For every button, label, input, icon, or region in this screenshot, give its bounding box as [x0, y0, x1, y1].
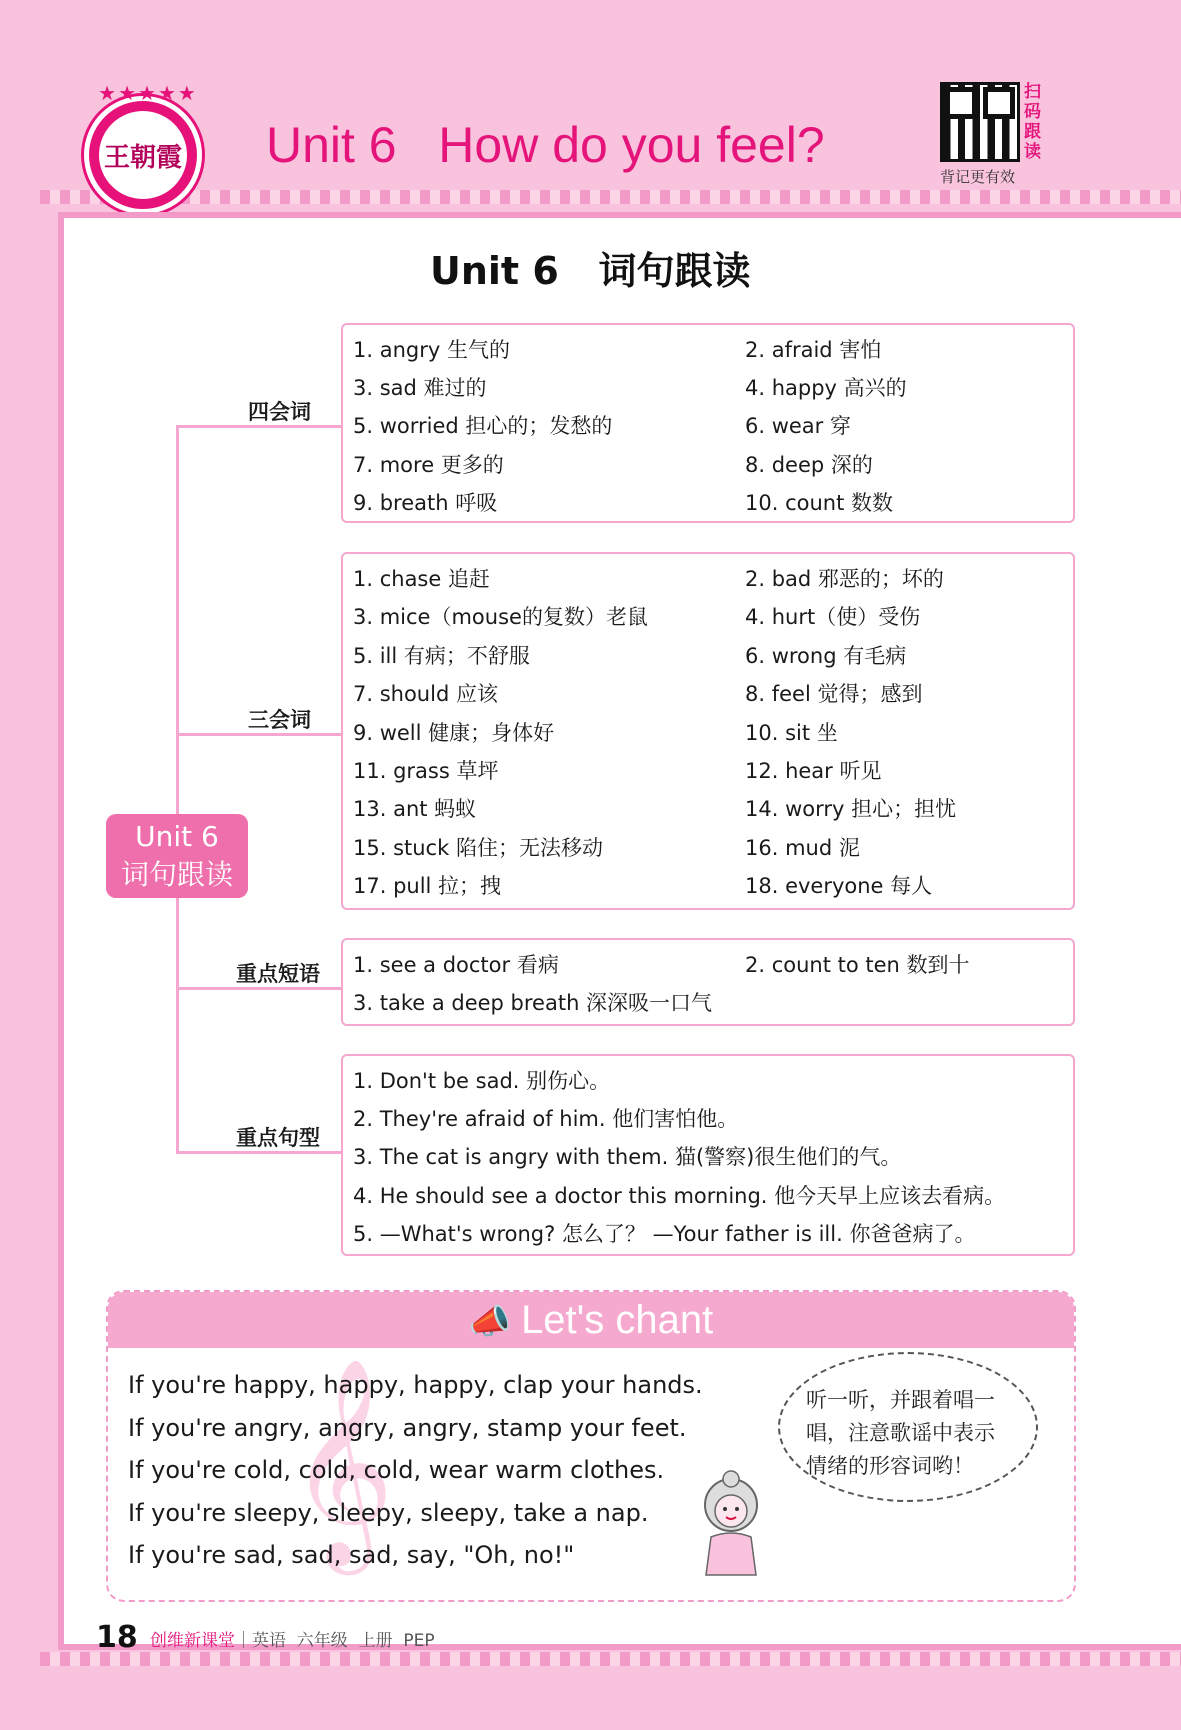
footer-brand: 创维新课堂 — [150, 1631, 235, 1651]
word-item: 7. should 应该 — [353, 682, 498, 707]
center-tag-line2: 词句跟读 — [120, 858, 233, 891]
tree-trunk-line — [176, 425, 179, 1153]
word-item: 16. mud 泥 — [745, 835, 860, 860]
four-skill-words-box — [341, 323, 1075, 523]
page-number: 18 — [96, 1620, 138, 1655]
word-item: 1. angry 生气的 — [353, 338, 510, 362]
qr-side-text: 扫码跟读 — [1024, 82, 1041, 162]
three-skill-words-box — [341, 552, 1075, 910]
chant-line: If you're cold, cold, cold, wear warm clothes. — [128, 1456, 665, 1484]
word-item: 10. sit 坐 — [745, 720, 838, 745]
center-tag — [106, 814, 248, 898]
word-item: 4. happy 高兴的 — [745, 376, 907, 401]
word-item: 3. sad 难过的 — [353, 376, 487, 401]
logo-stars: ★★★★★ — [98, 81, 198, 105]
lets-chant-section — [106, 1290, 1076, 1602]
sentence-item: 1. Don't be sad. 别伤心。 — [353, 1069, 611, 1093]
logo-text: 王朝霞 — [99, 111, 187, 199]
word-item: 4. hurt（使）受伤 — [745, 605, 921, 630]
word-item: 5. worried 担心的；发愁的 — [353, 414, 613, 439]
word-item: 2. afraid 害怕 — [745, 338, 882, 362]
center-tag-line1: Unit 6 — [135, 820, 219, 853]
panel-title: Unit 6 词句跟读 — [430, 249, 751, 293]
treble-clef-icon: 𝄞 — [288, 1357, 395, 1566]
speech-bubble: 听一听，并跟着唱一唱，注意歌谣中表示情绪的形容词哟！ — [778, 1352, 1038, 1502]
word-item: 8. deep 深的 — [745, 452, 873, 477]
girl-illustration-icon — [686, 1467, 776, 1582]
bottom-wave-border — [40, 1652, 1181, 1666]
category-key-phrases: 重点短语 — [236, 962, 320, 986]
key-sentences-box — [341, 1054, 1075, 1256]
word-item: 10. count 数数 — [745, 490, 893, 515]
sentence-item: 4. He should see a doctor this morning. 他今天早上应该去看病。 — [353, 1183, 1006, 1208]
chant-line: If you're sad, sad, sad, say, "Oh, no!" — [128, 1541, 575, 1569]
category-key-sentences: 重点句型 — [236, 1126, 320, 1150]
megaphone-icon: 📣 — [468, 1303, 512, 1341]
footer-rest: ｜英语 六年级 上册 PEP — [235, 1631, 435, 1651]
footer-text — [150, 1626, 435, 1651]
word-item: 9. well 健康；身体好 — [353, 720, 555, 745]
word-item: 3. mice（mouse的复数）老鼠 — [353, 605, 648, 630]
category-three-skill: 三会词 — [248, 708, 311, 732]
word-item: 13. ant 蚂蚁 — [353, 797, 477, 822]
phrase-item — [745, 984, 1085, 1022]
word-item: 12. hear 听见 — [745, 758, 882, 783]
phrase-item: 3. take a deep breath 深深吸一口气 — [353, 991, 713, 1016]
key-phrases-box — [341, 938, 1075, 1026]
top-wave-border — [40, 190, 1181, 204]
word-item: 6. wrong 有毛病 — [745, 643, 907, 668]
chant-header — [108, 1292, 1074, 1348]
sentence-item: 2. They're afraid of him. 他们害怕他。 — [353, 1107, 739, 1132]
word-item: 17. pull 拉；拽 — [353, 874, 502, 899]
unit-title: Unit 6 How do you feel? — [266, 117, 825, 173]
qr-caption: 背记更有效 — [940, 168, 1016, 186]
word-item: 7. more 更多的 — [353, 452, 504, 477]
word-item: 8. feel 觉得；感到 — [745, 682, 923, 707]
word-item: 15. stuck 陷住；无法移动 — [353, 835, 603, 860]
chant-line: If you're angry, angry, angry, stamp your feet. — [128, 1413, 687, 1442]
sentence-item: 5. —What's wrong? 怎么了？ —Your father is ill. 你爸爸病了。 — [353, 1221, 976, 1246]
sentence-item: 3. The cat is angry with them. 猫(警察)很生他们的气。 — [353, 1145, 902, 1170]
category-four-skill: 四会词 — [248, 400, 311, 424]
qr-code[interactable] — [940, 82, 1020, 162]
phrase-item: 1. see a doctor 看病 — [353, 953, 559, 977]
chant-line: If you're sleepy, sleepy, sleepy, take a nap. — [128, 1498, 649, 1527]
phrase-item: 2. count to ten 数到十 — [745, 953, 970, 977]
word-item: 1. chase 追赶 — [353, 567, 490, 591]
chant-line: If you're happy, happy, happy, clap your hands. — [128, 1371, 703, 1399]
chant-lines — [128, 1357, 703, 1577]
word-item: 9. breath 呼吸 — [353, 490, 498, 515]
word-item: 11. grass 草坪 — [353, 758, 499, 783]
word-item: 6. wear 穿 — [745, 414, 851, 439]
word-item: 18. everyone 每人 — [745, 874, 933, 899]
chant-title: Let's chant — [521, 1298, 714, 1342]
word-item: 14. worry 担心；担忧 — [745, 797, 957, 822]
word-item: 5. ill 有病；不舒服 — [353, 643, 530, 668]
word-item: 2. bad 邪恶的；坏的 — [745, 567, 944, 591]
brand-logo — [84, 81, 202, 214]
